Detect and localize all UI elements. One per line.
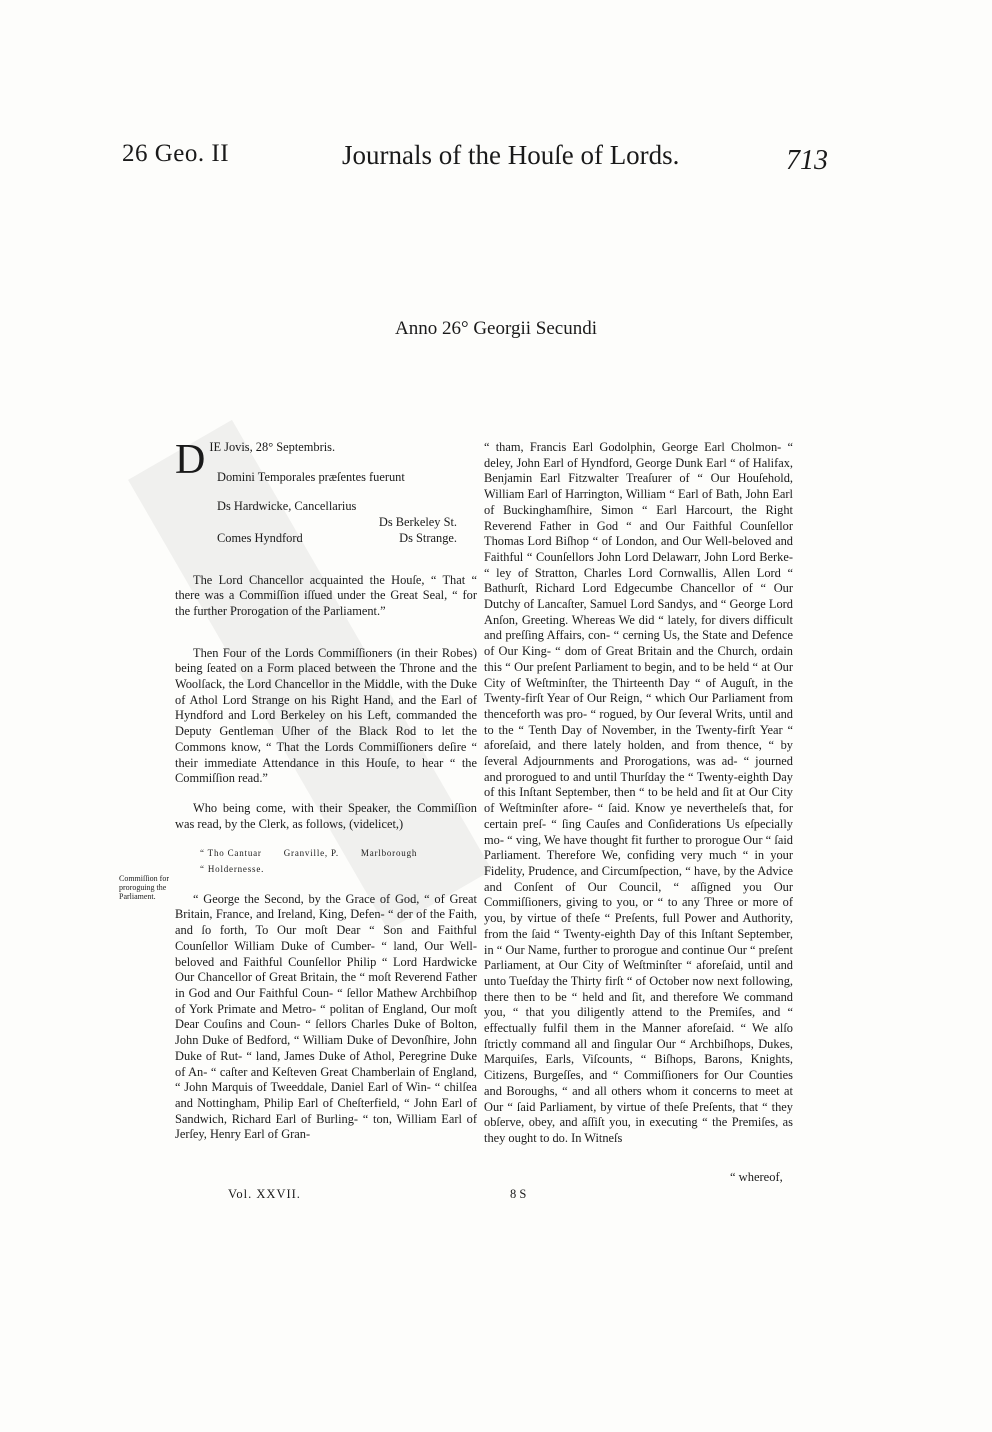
signature-second-line: “ Holdernesse. <box>200 864 265 875</box>
signature-mark: 8 S <box>510 1187 527 1201</box>
commission-text: “ George the Second, by the Grace of God, “ of Great Britain, France, and Ireland, King, Defen- “ der of the Faith, and ſo forth, To Our moſt Dear “ Son and Faithful Counſellor William Duke of Cumber- “ land, Our Well-beloved and Faithful Counſellor Philip “ Lord Hardwicke Our Chancellor of Great Britain, the “ moſt Reverend Father in God and Our Faithful Coun- “ ſellor Mathew Archbiſhop of York Primate and Metro- “ politan of England, Our moſt Dear Couſins and Coun- “ ſellors Charles Duke of Bolton, John Duke of Bedford, “ William Duke of Devonſhire, John Duke of Rut- “ land, James Duke of Athol, Peregrine Duke of An- “ caſter and Keſteven Great Chamberlain of England, “ John Marquis of Tweeddale, Daniel Earl of Win- “ chilſea and Nottingham, Philip Earl of Cheſterfield, “ John Earl of Sandwich, Richard Earl of Burling- “ ton, William Earl of Jerſey, Henry Earl of Gran- <box>175 891 477 1142</box>
page-number: 713 <box>786 145 828 176</box>
running-head-left: 26 Geo. II <box>122 140 230 167</box>
drop-cap: D <box>175 437 206 483</box>
year-heading: Anno 26° Georgii Secundi <box>395 318 597 339</box>
margin-note: Commiſſion for proroguing the Parliament. <box>119 874 169 901</box>
date-line: D IE Jovis, 28° Septembris. <box>175 437 336 483</box>
commission-text-continued: “ tham, Francis Earl Godolphin, George Earl Cholmon- “ deley, John Earl of Hyndford, George Dunk Earl “ of Halifax, Benjamin Earl Fitzwalter Treaſurer of “ Our Houſehold, William Earl of Harrington, William “ Earl of Bath, John Earl of Buckinghamſhire, Simon “ Earl Harcourt, the Right Reverend Father in God “ and Our Faithful Counſellor Thomas Lord Biſhop “ of London, and Our Well-beloved and Faithful “ Counſellors John Lord Delawarr, John Lord Berke- “ ley of Stratton, Charles Lord Cornwallis, Allen Lord “ Bathurſt, Richard Lord Edgecumbe Chancellor of “ Our Dutchy of Lancaſter, Samuel Lord Sandys, and “ George Lord Anſon, Greeting. Whereas We did “ lately, for divers difficult and preſſing Affairs, con- “ cerning Us, the State and Defence of Our King- “ dom of Great Britain and the Church, ordain this “ Our preſent Parliament to begin, and to be held “ at Our City of Weſtminſter, the Thirteenth Day “ of Auguſt, in the Twenty-firſt Year of Our Reign, “ which Our Parliament from thenceforth was pro- “ rogued, by Our ſeveral Writs, until and to the “ Tenth Day of November, in the Twenty-firſt Year “ aforeſaid, and there lately holden, and from thence, “ by ſeveral Adjournments and Prorogations, was ad- “ journed and prorogued to and until Thurſday the “ Twenty-eighth Day of this Inſtant September, then “ to be held and ſit at Our City of Weſtminſter afore- “ ſaid. Know ye nevertheleſs that, for certain preſ- “ ſing Cauſes and Conſiderations Us eſpecially mo- “ ving, We have thought fit further to prorogue Our “ ſaid Parliament. Therefore We, confiding very much “ in your Fidelity, Prudence, and Circumſpection, “ have, by the Advice and Conſent of Our Council, “ aſſigned you Our Commiſſioners, giving to you, or “ to any Three or more of you, by virtue of theſe “ Preſents, full Power and Authority, from the ſaid “ Twenty-eighth Day of this Inſtant September, in “ Our Name, further to prorogue and continue Our “ preſent Parliament, at Our City of Weſtminſter “ aforeſaid, until and unto Tueſday the Thirty firſt “ of October now next following, there then to be “ held and ſit, and therefore We command you, “ that you diligently attend to the Premiſes, and “ effectually fulfil them in the Manner aforeſaid. “ We alſo ſtrictly command all and ſingular Our “ Archbiſhops, Dukes, Marquiſes, Earls, Viſcounts, “ Biſhops, Barons, Knights, Citizens, Burgeſſes, and “ Commiſſioners for Our Counties and Boroughs, “ and all others whom it concerns to meet at Our “ ſaid Parliament, by virtue of theſe Preſents, that “ they obſerve, obey, and aſſiſt you, in executing “ the Premiſes, as they ought to do. In Witneſs <box>484 440 793 1145</box>
catchword: “ whereof, <box>730 1170 783 1184</box>
paragraph-chancellor: The Lord Chancellor acquainted the Houſe, “ That “ there was a Commiſſion iſſued under the Great Seal, “ for the further Prorogation of the Parliament.” <box>175 572 477 618</box>
volume-footer: Vol. XXVII. <box>228 1187 301 1201</box>
running-head-title: Journals of the Houſe of Lords. <box>342 140 680 170</box>
right-column <box>484 440 793 1147</box>
lords-list: Ds Hardwicke, Cancellarius Ds Berkeley St. Comes Hyndford Ds Strange. <box>217 499 457 545</box>
paragraph-commission-read: Who being come, with their Speaker, the Commiſſion was read, by the Clerk, as follows, (videlicet,) <box>175 800 477 831</box>
left-column <box>175 437 477 1143</box>
paragraph-commissioners: Then Four of the Lords Commiſſioners (in their Robes) being ſeated on a Form placed between the Throne and the Woolſack, the Lord Chancellor in the Middle, with the Duke of Athol Lord Strange on his Right Hand, and the Earl of Hyndford and Lord Berkeley on his Left, commanded the Deputy Gentleman Uſher of the Black Rod to let the Commons know, “ That the Lords Commiſſioners deſire “ their immediate Attendance in this Houſe, to hear “ the Commiſſion read.” <box>175 645 477 786</box>
present-line: Domini Temporales præſentes fuerunt <box>217 469 405 484</box>
signatures: “ Tho Cantuar Granville, P. Marlborough <box>200 848 418 859</box>
